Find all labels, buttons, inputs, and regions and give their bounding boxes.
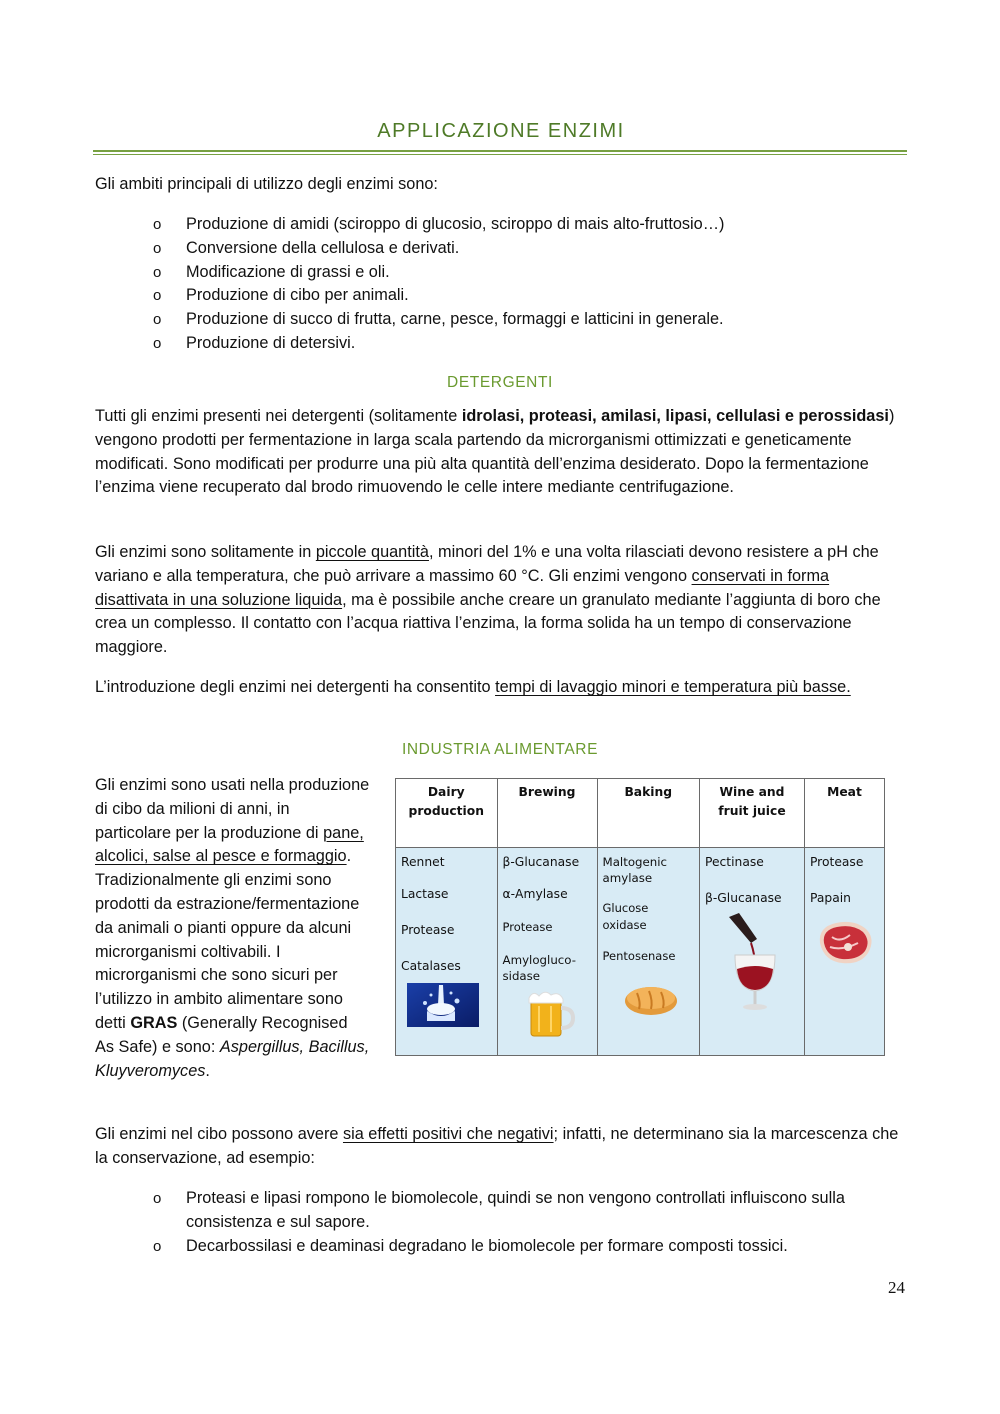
page-title: APPLICAZIONE ENZIMI	[377, 120, 625, 142]
bullet-marker: o	[153, 334, 162, 352]
bread-loaf-icon	[603, 977, 693, 1021]
list-item: o Produzione di amidi (sciroppo di glucosio, sciroppo di mais alto-fruttosio…)	[153, 213, 893, 237]
alimentare-paragraph-1: Gli enzimi sono usati nella produzione di cibo da milioni di anni, in particolare per la produzione di pane, alcolici, salse al pesce e formaggio. Tradizionalmente gli enzimi sono prodotti da estrazione/fermentazione da animali o pianti oppure da alcuni microrganismi coltivabili. I microrganismi che sono sicuri per l’utilizzo in ambito alimentare sono detti GRAS (Generally Recognised As Safe) e sono: Aspergillus, Bacillus, Kluyveromyces.	[95, 776, 370, 1080]
alimentare-paragraph-2: Gli enzimi nel cibo possono avere sia effetti positivi che negativi; infatti, ne determinano sia la marcescenza che la conservazione, ad esempio:	[95, 1125, 899, 1167]
uses-list	[153, 213, 893, 356]
bullet-marker: o	[153, 1237, 162, 1255]
bullet-marker: o	[153, 216, 162, 233]
table-cell: β-Glucanase α-Amylase Protease Amylogluco-sidase	[497, 848, 597, 1056]
list-item: o Conversione della cellulosa e derivati.	[153, 237, 893, 261]
detergenti-paragraph-2: Gli enzimi sono solitamente in piccole quantità, minori del 1% e una volta rilasciati devono resistere a pH che variano e alla temperatura, che può arrivare a massimo 60 °C. Gli enzimi vengono conservati in forma disattivata in una soluzione liquida, ma è possibile anche creare un granulato mediante l’aggiunta di boro che crea un complesso. Il contatto con l’acqua riattiva l’enzima, la forma solida ha un tempo di conservazione maggiore.	[95, 543, 881, 657]
intro-paragraph: Gli ambiti principali di utilizzo degli enzimi sono:	[95, 175, 438, 193]
list-item: o Produzione di succo di frutta, carne, pesce, formaggi e latticini in generale.	[153, 308, 893, 332]
steak-icon	[810, 915, 880, 975]
examples-list	[153, 1187, 893, 1258]
title-rule	[93, 150, 907, 152]
detergenti-paragraph-3: L’introduzione degli enzimi nei detergenti ha consentito tempi di lavaggio minori e temperatura più basse.	[95, 678, 851, 696]
bullet-marker: o	[153, 1190, 162, 1207]
table-header: Wine and fruit juice	[699, 779, 804, 848]
title-rule-thin	[93, 154, 907, 155]
table-header: Baking	[597, 779, 699, 848]
page-number: 24	[888, 1278, 905, 1297]
section-heading-alimentare: INDUSTRIA ALIMENTARE	[401, 741, 599, 758]
bullet-marker: o	[153, 263, 162, 281]
list-item: o Proteasi e lipasi rompono le biomolecole, quindi se non vengono controllati influiscono sulla consistenza e sul sapore.	[153, 1189, 845, 1231]
list-item: o Produzione di detersivi.	[153, 332, 893, 356]
list-item: o Decarbossilasi e deaminasi degradano le biomolecole per formare composti tossici.	[153, 1235, 893, 1259]
bullet-marker: o	[153, 239, 162, 257]
table-cell: Rennet Lactase Protease Catalases	[396, 848, 498, 1056]
bullet-marker: o	[153, 311, 162, 329]
table-cell: Maltogenic amylase Glucose oxidase Pentosenase	[597, 848, 699, 1056]
wine-glass-icon	[705, 911, 800, 1011]
detergenti-paragraph-1: Tutti gli enzimi presenti nei detergenti (solitamente idrolasi, proteasi, amilasi, lipasi, cellulasi e perossidasi) vengono prodotti per fermentazione in larga scala partendo da microrganismi ottimizzati e geneticamente modificati. Sono modificati per produrre una più alta quantità dell’enzima desiderato. Dopo la fermentazione l’enzima viene recuperato dal brodo rimuovendo le celle intere mediante centrifugazione.	[95, 407, 895, 497]
table-cell: Protease Papain	[804, 848, 884, 1056]
list-item: o Modificazione di grassi e oli.	[153, 261, 893, 285]
table-header: Meat	[804, 779, 884, 848]
list-item: o Produzione di cibo per animali.	[153, 284, 893, 308]
table-header: Dairy production	[396, 779, 498, 848]
table-header: Brewing	[497, 779, 597, 848]
section-heading-detergenti: DETERGENTI	[447, 374, 553, 391]
table-cell: Pectinase β-Glucanase	[699, 848, 804, 1056]
bullet-marker: o	[153, 287, 162, 305]
